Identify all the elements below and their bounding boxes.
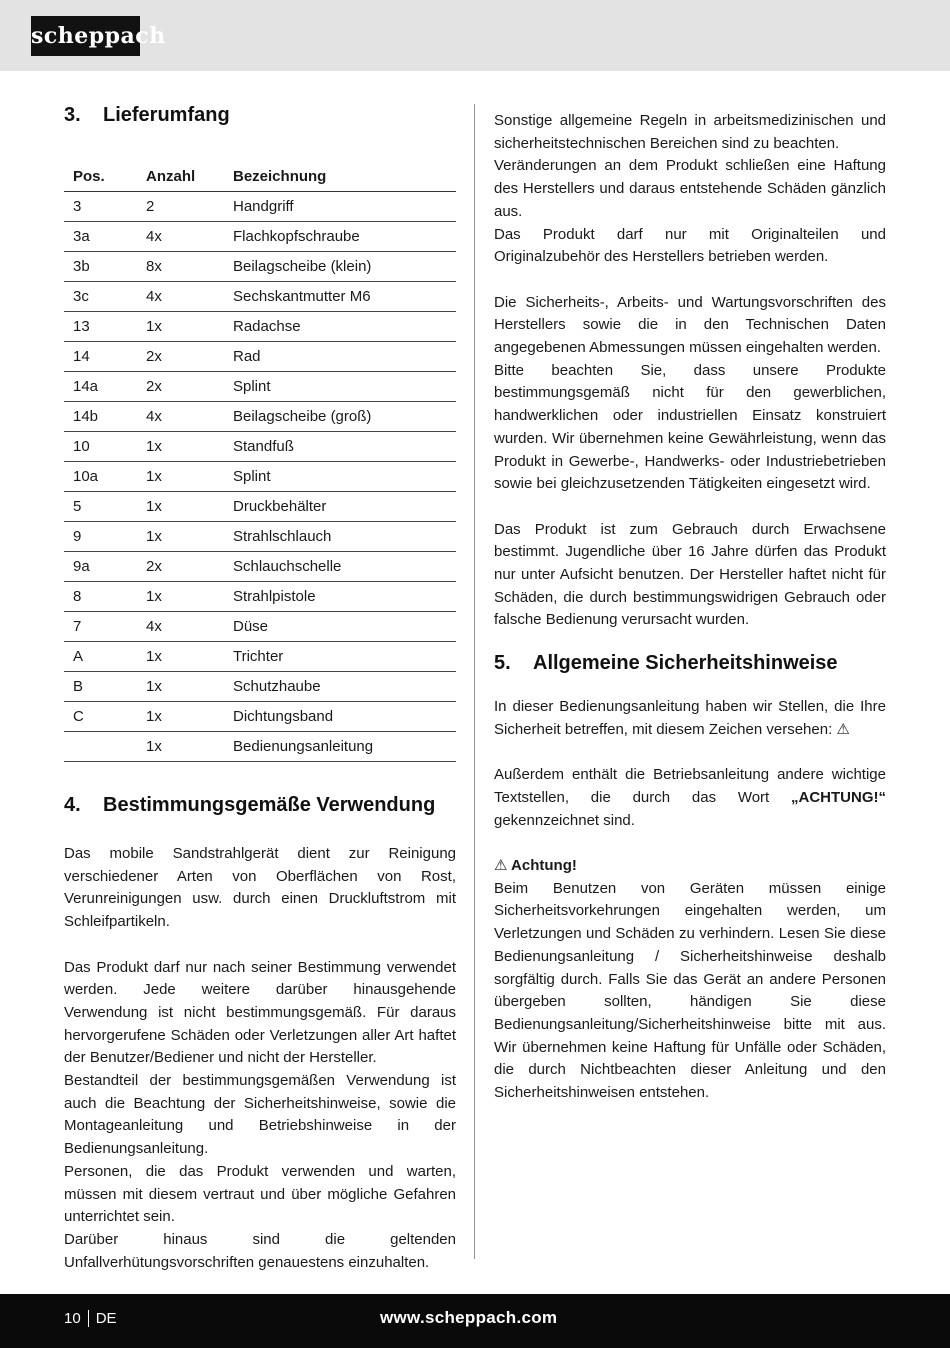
page-separator <box>88 1310 89 1327</box>
cell-bezeichnung: Trichter <box>224 642 456 672</box>
column-divider <box>474 104 475 1259</box>
cell-anzahl: 4x <box>137 222 224 252</box>
achtung-heading: ⚠ Achtung! <box>494 857 577 875</box>
page-header <box>0 0 950 71</box>
cell-anzahl: 1x <box>137 732 224 762</box>
cell-pos: 7 <box>64 612 137 642</box>
cell-pos: 13 <box>64 312 137 342</box>
cell-bezeichnung: Handgriff <box>224 192 456 222</box>
table-row <box>64 282 456 312</box>
cell-bezeichnung: Rad <box>224 342 456 372</box>
cell-pos: 10 <box>64 432 137 462</box>
cell-anzahl: 8x <box>137 252 224 282</box>
cell-pos: 14 <box>64 342 137 372</box>
cell-pos: 3a <box>64 222 137 252</box>
cell-pos: B <box>64 672 137 702</box>
section-5-p2-text-b: gekennzeichnet sind. <box>494 811 635 829</box>
section-4-paragraph-4: Personen, die das Produkt verwenden und warten, müssen mit diesem vertraut und über mögliche Gefahren unterrichtet sein. <box>64 1162 456 1226</box>
cell-bezeichnung: Schutzhaube <box>224 672 456 702</box>
section-5-paragraph-2 <box>494 764 886 832</box>
section-4-title: Bestimmungsgemäße Verwendung <box>103 794 436 816</box>
table-row <box>64 522 456 552</box>
cell-anzahl: 1x <box>137 582 224 612</box>
cell-anzahl: 1x <box>137 492 224 522</box>
cell-pos: 14b <box>64 402 137 432</box>
section-3-title: Lieferumfang <box>103 104 230 126</box>
language-code: DE <box>95 1310 117 1327</box>
cell-anzahl: 1x <box>137 312 224 342</box>
website-link[interactable]: www.scheppach.com <box>380 1308 558 1327</box>
cell-bezeichnung: Beilagscheibe (groß) <box>224 402 456 432</box>
table-row <box>64 222 456 252</box>
section-4-paragraph-5: Darüber hinaus sind die geltenden Unfallverhütungsvorschriften genauestens einzuhalten. <box>64 1230 456 1271</box>
page-indicator <box>64 1310 117 1327</box>
cell-bezeichnung: Bedienungsanleitung <box>224 732 456 762</box>
cell-bezeichnung: Schlauchschelle <box>224 552 456 582</box>
cell-pos: 3 <box>64 192 137 222</box>
page-footer <box>0 1294 950 1348</box>
cell-anzahl: 4x <box>137 612 224 642</box>
cell-pos: A <box>64 642 137 672</box>
section-4-paragraph-2: Das Produkt darf nur nach seiner Bestimmung verwendet werden. Jede weitere darüber hinausgehende Verwendung ist nicht bestimmungsgemäß. Für daraus hervorgerufene Schäden oder Verletzungen aller Art haftet der Benutzer/Bediener und nicht der Hersteller. <box>64 958 456 1067</box>
cell-anzahl: 4x <box>137 282 224 312</box>
cell-anzahl: 1x <box>137 522 224 552</box>
table-header-row <box>64 161 456 192</box>
table-row <box>64 642 456 672</box>
table-row <box>64 342 456 372</box>
table-row <box>64 732 456 762</box>
column-header-anzahl: Anzahl <box>137 161 224 192</box>
cell-pos <box>64 732 137 762</box>
cell-bezeichnung: Standfuß <box>224 432 456 462</box>
delivery-scope-table <box>64 161 456 762</box>
rules-paragraph-4: Die Sicherheits-, Arbeits- und Wartungsvorschriften des Herstellers sowie die in den Technischen Daten angegebenen Abmessungen müssen eingehalten werden. <box>494 293 886 357</box>
section-5-number: 5. <box>494 652 511 675</box>
cell-bezeichnung: Düse <box>224 612 456 642</box>
rules-paragraph-5: Bitte beachten Sie, dass unsere Produkte bestimmungsgemäß nicht für den gewerblichen, handwerklichen oder industriellen Einsatz konstruiert wurden. Wir übernehmen keine Gewährleistung, wenn das Produkt in Gewerbe-, Handwerks- oder Industriebetrieben sowie bei gleichzusetzenden Tätigkeiten eingesetzt wird. <box>494 361 886 493</box>
cell-bezeichnung: Druckbehälter <box>224 492 456 522</box>
cell-anzahl: 1x <box>137 672 224 702</box>
achtung-keyword: „ACHTUNG!“ <box>791 788 886 806</box>
column-header-bezeichnung: Bezeichnung <box>224 161 456 192</box>
section-4-heading <box>64 794 456 817</box>
rules-paragraph-3: Das Produkt darf nur mit Originalteilen und Originalzubehör des Herstellers betrieben werden. <box>494 225 886 266</box>
table-row <box>64 612 456 642</box>
rules-paragraph-6: Das Produkt ist zum Gebrauch durch Erwachsene bestimmt. Jugendliche über 16 Jahre dürfen das Produkt nur unter Aufsicht benutzen. Der Hersteller haftet nicht für Schäden, die durch bestimmungswidrigen Gebrauch oder falsche Bedienung verursacht wurden. <box>494 520 886 629</box>
table-row <box>64 552 456 582</box>
cell-anzahl: 1x <box>137 432 224 462</box>
section-5-paragraph-1: In dieser Bedienungsanleitung haben wir Stellen, die Ihre Sicherheit betreffen, mit diesem Zeichen versehen: ⚠ <box>494 698 886 738</box>
rules-paragraph-1: Sonstige allgemeine Regeln in arbeitsmedizinischen und sicherheitstechnischen Bereichen sind zu beachten. <box>494 112 886 152</box>
cell-bezeichnung: Splint <box>224 462 456 492</box>
cell-bezeichnung: Strahlpistole <box>224 582 456 612</box>
section-3-heading <box>64 104 456 138</box>
table-row <box>64 432 456 462</box>
section-4-paragraph-1: Das mobile Sandstrahlgerät dient zur Reinigung verschiedener Arten von Oberflächen von Rost, Verunreinigungen usw. durch einen Druckluftstrom mit Schleifpartikeln. <box>64 845 456 931</box>
cell-anzahl: 2 <box>137 192 224 222</box>
cell-pos: 3c <box>64 282 137 312</box>
table-row <box>64 462 456 492</box>
cell-anzahl: 2x <box>137 552 224 582</box>
cell-pos: 8 <box>64 582 137 612</box>
cell-bezeichnung: Beilagscheibe (klein) <box>224 252 456 282</box>
cell-pos: 10a <box>64 462 137 492</box>
table-row <box>64 372 456 402</box>
table-row <box>64 252 456 282</box>
cell-anzahl: 2x <box>137 342 224 372</box>
section-4-paragraph-3: Bestandteil der bestimmungsgemäßen Verwendung ist auch die Beachtung der Sicherheitshinweise, sowie die Montageanleitung und Betriebshinweise in der Bedienungsanleitung. <box>64 1072 456 1158</box>
section-4-number: 4. <box>64 794 81 816</box>
cell-bezeichnung: Strahlschlauch <box>224 522 456 552</box>
achtung-paragraph: Beim Benutzen von Geräten müssen einige Sicherheitsvorkehrungen eingehalten werden, um Verletzungen und Schäden zu verhindern. Lesen Sie diese Bedienungsanleitung / Sicherheitshinweise deshalb sorgfältig durch. Falls Sie das Gerät an andere Personen übergeben sollten, händigen Sie diese Bedienungsanleitung/Sicherheitshinweise bitte mit aus. Wir übernehmen keine Haftung für Unfälle oder Schäden, die durch Nichtbeachten dieser Anleitung und den Sicherheitshinweisen entstehen. <box>494 879 886 1102</box>
table-row <box>64 402 456 432</box>
table-row <box>64 702 456 732</box>
table-row <box>64 672 456 702</box>
rules-paragraph-2: Veränderungen an dem Produkt schließen eine Haftung des Herstellers und daraus entstehende Schäden gänzlich aus. <box>494 157 886 220</box>
left-column <box>64 104 456 1274</box>
cell-bezeichnung: Radachse <box>224 312 456 342</box>
cell-bezeichnung: Flachkopfschraube <box>224 222 456 252</box>
column-header-pos: Pos. <box>64 161 137 192</box>
cell-anzahl: 1x <box>137 642 224 672</box>
table-row <box>64 582 456 612</box>
cell-pos: 5 <box>64 492 137 522</box>
cell-pos: 3b <box>64 252 137 282</box>
page-number: 10 <box>64 1310 81 1327</box>
cell-pos: 9a <box>64 552 137 582</box>
section-3-number: 3. <box>64 104 81 126</box>
cell-bezeichnung: Dichtungsband <box>224 702 456 732</box>
section-5-heading <box>494 652 886 675</box>
cell-bezeichnung: Sechskantmutter M6 <box>224 282 456 312</box>
table-row <box>64 192 456 222</box>
table-row <box>64 312 456 342</box>
cell-anzahl: 4x <box>137 402 224 432</box>
section-5-p2-text-a: Außerdem enthält die Betriebsanleitung andere wichtige Textstellen, die durch das Wort <box>494 766 886 806</box>
cell-anzahl: 2x <box>137 372 224 402</box>
cell-anzahl: 1x <box>137 702 224 732</box>
cell-pos: C <box>64 702 137 732</box>
cell-bezeichnung: Splint <box>224 372 456 402</box>
section-5-title: Allgemeine Sicherheitshinweise <box>533 652 838 675</box>
cell-anzahl: 1x <box>137 462 224 492</box>
cell-pos: 14a <box>64 372 137 402</box>
cell-pos: 9 <box>64 522 137 552</box>
right-column <box>494 110 886 1105</box>
scheppach-logo: scheppach <box>31 16 140 56</box>
table-row <box>64 492 456 522</box>
